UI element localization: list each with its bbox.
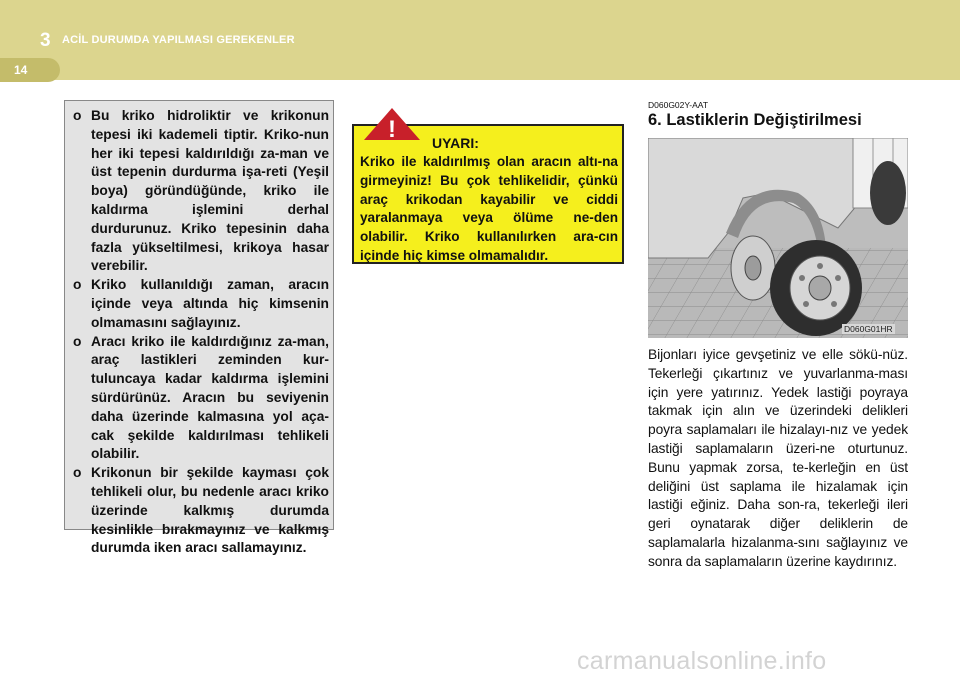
page-number: 14 <box>14 63 28 77</box>
image-code: D060G01HR <box>844 324 893 334</box>
jack-instructions-box <box>64 100 334 556</box>
bullet-mark: o <box>73 465 82 481</box>
list-item <box>73 276 329 332</box>
section-code: D060G02Y-AAT <box>648 100 709 110</box>
chapter-title: ACİL DURUMDA YAPILMASI GEREKENLER <box>62 34 295 46</box>
bullet-mark: o <box>73 108 82 123</box>
list-item <box>73 464 329 558</box>
page-number-tab <box>0 58 60 82</box>
list-item <box>73 107 329 276</box>
exclamation-triangle-icon <box>362 107 422 141</box>
warning-text: Kriko ile kaldırılmış olan aracın altı-na girmeyiniz! Bu çok tehlikelidir, çünkü araç krikodan kayabilir ve ciddi yaralanmaya veya ölüme ne-den olabilir. Kriko kullanılırken ara-cın içinde hiç kimse olmamalıdır. <box>360 154 618 263</box>
bullet-mark: o <box>73 333 82 349</box>
warning-title: UYARI: <box>432 135 479 151</box>
list-item-text: Aracı kriko ile kaldırdığınız za-man, araç lastikleri zeminden kur-tuluncaya kadar kaldırma işlemini sürdürünüz. Aracın bu seviyenin daha üzerinde kalmasına yol aça-cak şekilde kaldırılması tehlikeli olabilir. <box>91 333 329 462</box>
list-item <box>73 333 329 465</box>
section-title: 6. Lastiklerin Değiştirilmesi <box>648 111 862 129</box>
watermark: carmanualsonline.info <box>577 647 827 675</box>
tire-change-illustration <box>648 138 908 338</box>
bullet-mark: o <box>73 277 82 293</box>
list-item-text: Krikonun bir şekilde kayması çok tehlikeli olur, bu nedenle aracı kriko üzerinde kalkmış durumda kesinlikle bırakmayınız ve kalkmış durumda iken aracı sallamayınız. <box>91 465 329 556</box>
list-item-text: Kriko kullanıldığı zaman, aracın içinde veya altında hiç kimsenin olmamasını sağlayınız. <box>91 277 329 330</box>
warning-symbol: ! <box>388 116 396 141</box>
list-item-text: Bu kriko hidroliktir ve krikonun tepesi iki kademeli tiptir. Kriko-nun her iki tepesi kaldırıldığı za-man ve üst tepenin durdurma işa-reti (Yeşil boya) göründüğünde, kriko ile kaldırma işlemini derhal durdurunuz. Kriko tepesinin daha fazla yükseltilmesi, krikoya hasar verebilir. <box>91 108 329 274</box>
chapter-number: 3 <box>40 30 51 51</box>
section-body-text: Bijonları iyice gevşetiniz ve elle sökü-nüz. Tekerleği çıkartınız ve yuvarlanma-ması için yere yatırınız. Yedek lastiği poyraya takmak için alın ve üzerindeki delikleri poyra saplamaları ile hizalayı-nız ve yedek lastiği saplamaların üzeri-ne oturtunuz. Bunu yapmak zorsa, te-kerleğin en üst deliğini üst saplama ile hizalamak için lastiği eğiniz. Daha son-ra, tekerleği ileri geri oynatarak diğer deliklerin de saplamalarla hizalanma-sını sağlayınız ve sonra da saplamaların üzerine kaydırınız. <box>648 347 908 569</box>
jack-instructions-list <box>73 107 329 558</box>
